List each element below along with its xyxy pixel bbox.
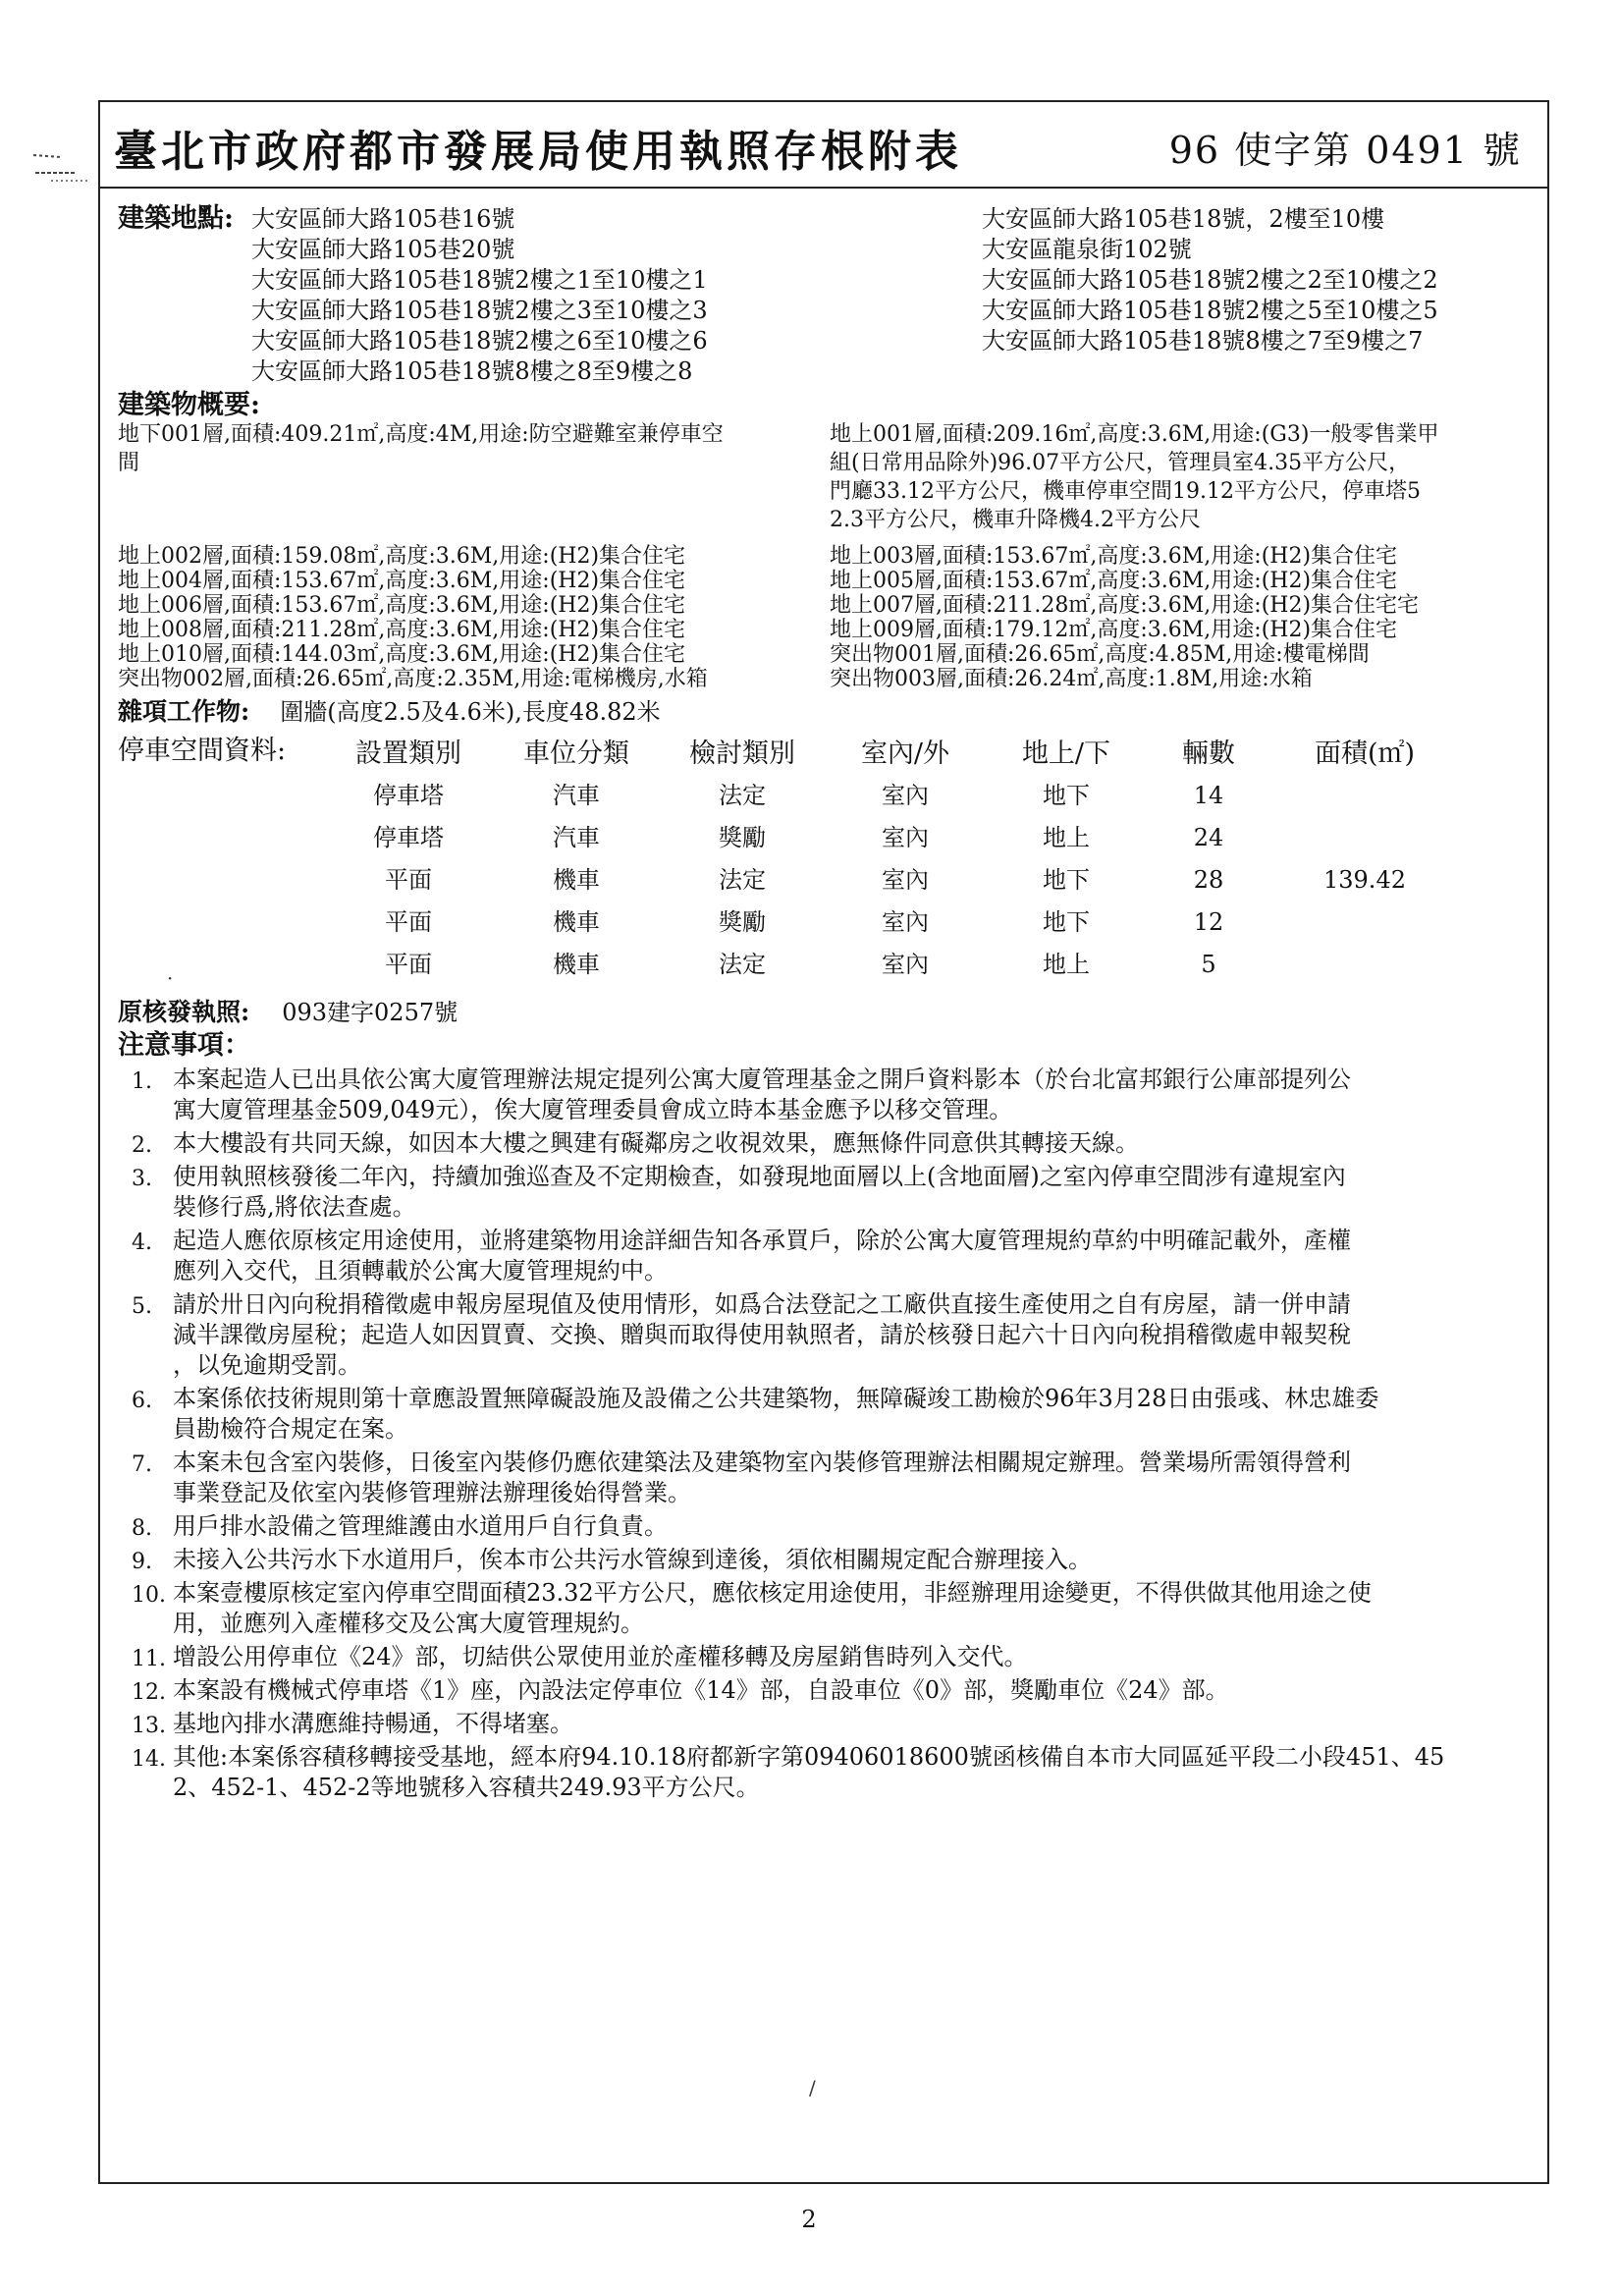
note-item (118, 1128, 1530, 1159)
note-number: 1. (132, 1069, 152, 1094)
note-number: 11. (132, 1647, 166, 1671)
note-number: 12. (132, 1680, 166, 1705)
parking-cell (1270, 901, 1459, 943)
note-line: 起造人應依原核定用途使用，並將建築物用途詳細告知各承買戶，除於公寓大廈管理規約草約中明確記載外，產權 (173, 1227, 1351, 1254)
note-line: 應列入交代，且須轉載於公寓大廈管理規約中。 (173, 1257, 668, 1285)
parking-cell: 平面 (385, 865, 432, 894)
page-number: 2 (801, 2206, 817, 2233)
note-item (118, 1675, 1530, 1706)
parking-cell: 14 (1193, 781, 1224, 809)
site-section (118, 204, 1530, 389)
note-number: 6. (132, 1389, 152, 1413)
parking-cell: 機車 (553, 865, 600, 894)
note-line: 本案起造人已出具依公寓大廈管理辦法規定提列公寓大廈管理基金之開戶資料影本（於台北富邦銀行公庫部提列公 (173, 1066, 1351, 1093)
site-address: 大安區師大路105巷18號8樓之7至9樓之7 (982, 327, 1424, 355)
parking-row (324, 774, 1459, 816)
notes-list (118, 1065, 1530, 1803)
parking-column-header: 室內/外 (860, 738, 950, 769)
floor-line: 地上008層,面積:211.28㎡,高度:3.6M,用途:(H2)集合住宅 (118, 618, 686, 642)
parking-cell: 地下 (1043, 865, 1090, 894)
scan-smudge-mark (31, 147, 110, 187)
floor-line: 地上002層,面積:159.08㎡,高度:3.6M,用途:(H2)集合住宅 (118, 544, 686, 569)
parking-cell: 地上 (1043, 823, 1090, 851)
parking-cell: 室內 (882, 907, 929, 936)
note-item (118, 1226, 1530, 1286)
note-number: 13. (132, 1714, 166, 1738)
note-line: 本案設有機械式停車塔《1》座，內設法定停車位《14》部，自設車位《0》部，獎勵車位《24》部。 (173, 1676, 1229, 1704)
note-item (118, 1642, 1530, 1672)
ground-001 (830, 420, 1438, 534)
site-address: 大安區師大路105巷18號2樓之5至10樓之5 (982, 297, 1438, 324)
parking-cell: 室內 (882, 823, 929, 851)
note-line: 基地內排水溝應維持暢通，不得堵塞。 (173, 1710, 573, 1737)
note-line: 用，並應列入產權移交及公寓大廈管理規約。 (173, 1610, 644, 1637)
floor-line: 地上006層,面積:153.67㎡,高度:3.6M,用途:(H2)集合住宅 (118, 593, 686, 618)
note-number: 5. (132, 1294, 152, 1319)
parking-cell: 地下 (1043, 781, 1090, 809)
note-line: 本案壹樓原核定室內停車空間面積23.32平方公尺，應依核定用途使用，非經辦理用途變更，不得供做其他用途之使 (173, 1579, 1372, 1607)
site-address: 大安區師大路105巷18號2樓之1至10樓之1 (251, 266, 708, 294)
floor-line: 組(日常用品除外)96.07平方公尺，管理員室4.35平方公尺， (830, 451, 1411, 475)
note-number: 2. (132, 1133, 152, 1158)
parking-table (324, 735, 1459, 985)
note-line: 請於卅日內向稅捐稽徵處申報房屋現值及使用情形，如爲合法登記之工廠供直接生產使用之自有房屋，請一併申請 (173, 1290, 1351, 1318)
parking-cell: 室內 (882, 865, 929, 894)
notes-label-row (118, 1031, 1530, 1065)
misc-works-value: 圍牆(高度2.5及4.6米),長度48.82米 (280, 698, 661, 726)
scan-mark: / (809, 2076, 816, 2100)
parking-cell: 平面 (385, 907, 432, 936)
note-item (118, 1065, 1530, 1125)
note-item (118, 1709, 1530, 1739)
note-item (118, 1448, 1530, 1508)
misc-works-label: 雜項工作物: (118, 697, 250, 726)
parking-header-row (324, 735, 1459, 774)
note-item (118, 1162, 1530, 1223)
note-line: 本案係依技術規則第十章應設置無障礙設施及設備之公共建築物，無障礙竣工勘檢於96年3月28日由張彧、林忠雄委 (173, 1385, 1379, 1412)
document-title: 臺北市政府都市發展局使用執照存根附表 (114, 127, 962, 177)
notes-label: 注意事項： (118, 1030, 250, 1061)
parking-column-header: 檢討類別 (689, 738, 795, 769)
note-line: 使用執照核發後二年內，持續加強巡查及不定期檢查，如發現地面層以上(含地面層)之室內停車空間涉有違規室內 (173, 1163, 1346, 1190)
original-permit-row (118, 998, 1530, 1031)
floor-line: 2.3平方公尺，機車升降機4.2平方公尺 (830, 508, 1201, 532)
floor-line: 地上010層,面積:144.03㎡,高度:3.6M,用途:(H2)集合住宅 (118, 642, 686, 667)
parking-column-header: 設置類別 (355, 738, 461, 769)
parking-cell: 室內 (882, 781, 929, 809)
note-line: 裝修行爲,將依法查處。 (173, 1193, 416, 1221)
note-item (118, 1384, 1530, 1445)
site-addresses-right (982, 204, 1438, 356)
parking-cell: 平面 (385, 950, 432, 978)
note-number: 10. (132, 1583, 166, 1608)
misc-works-row (118, 697, 1530, 731)
floor-line: 地上001層,面積:209.16㎡,高度:3.6M,用途:(G3)一般零售業甲 (830, 422, 1439, 447)
document-body (118, 204, 1530, 1806)
note-number: 8. (132, 1516, 152, 1541)
note-item (118, 1289, 1530, 1381)
building-label-row (118, 391, 1530, 420)
parking-column-header: 車位分類 (523, 738, 629, 769)
scan-dot: · (167, 966, 174, 990)
permit-number: 96 使字第 0491 號 (1168, 129, 1522, 172)
parking-cell: 機車 (553, 907, 600, 936)
note-line: 用戶排水設備之管理維護由水道用戶自行負責。 (173, 1512, 668, 1540)
site-address: 大安區龍泉街102號 (982, 236, 1192, 263)
parking-cell (1270, 943, 1459, 985)
parking-cell: 法定 (719, 865, 766, 894)
original-permit-label: 原核發執照: (118, 998, 250, 1026)
floor-line: 地上004層,面積:153.67㎡,高度:3.6M,用途:(H2)集合住宅 (118, 569, 686, 593)
parking-cell: 停車塔 (373, 781, 444, 809)
parking-cell: 獎勵 (719, 823, 766, 851)
parking-table-body (324, 774, 1459, 985)
document-frame (98, 100, 1549, 2184)
note-line: 員勘檢符合規定在案。 (173, 1415, 408, 1443)
note-item (118, 1511, 1530, 1542)
note-line: 減半課徵房屋稅；起造人如因買賣、交換、贈與而取得使用執照者，請於核發日起六十日內向稅捐稽徵處申報契稅 (173, 1321, 1351, 1348)
parking-cell: 獎勵 (719, 907, 766, 936)
floor-line: 突出物002層,面積:26.65㎡,高度:2.35M,用途:電梯機房,水箱 (118, 667, 708, 691)
original-permit-value: 093建字0257號 (282, 999, 458, 1026)
parking-cell (1270, 816, 1459, 858)
floor-line: 突出物003層,面積:26.24㎡,高度:1.8M,用途:水箱 (830, 667, 1313, 691)
note-line: 其他:本案係容積移轉接受基地，經本府94.10.18府都新字第09406018600號函核備自本市大同區延平段二小段451、45 (173, 1743, 1445, 1771)
site-addresses-left (251, 204, 708, 387)
building-floor-list (118, 544, 1530, 697)
note-number: 4. (132, 1230, 152, 1255)
parking-cell: 5 (1201, 950, 1216, 978)
parking-cell: 28 (1193, 865, 1224, 894)
parking-row (324, 901, 1459, 943)
parking-row (324, 858, 1459, 901)
floors-left (118, 544, 708, 691)
parking-column-header: 地上/下 (1021, 738, 1111, 769)
site-address: 大安區師大路105巷18號8樓之8至9樓之8 (251, 357, 693, 385)
site-address: 大安區師大路105巷18號，2樓至10樓 (982, 205, 1385, 233)
parking-column-header: 面積(㎡) (1314, 738, 1416, 769)
note-number: 14. (132, 1747, 166, 1772)
note-item (118, 1545, 1530, 1575)
parking-label: 停車空間資料: (118, 736, 287, 766)
site-address: 大安區師大路105巷18號2樓之3至10樓之3 (251, 297, 708, 324)
parking-cell: 停車塔 (373, 823, 444, 851)
note-number: 3. (132, 1167, 152, 1191)
floor-line: 地上009層,面積:179.12㎡,高度:3.6M,用途:(H2)集合住宅 (830, 618, 1398, 642)
note-line: 增設公用停車位《24》部，切結供公眾使用並於產權移轉及房屋銷售時列入交代。 (173, 1643, 1028, 1670)
floor-line: 地下001層,面積:409.21㎡,高度:4M,用途:防空避難室兼停車空 (118, 422, 724, 447)
floor-line: 地上005層,面積:153.67㎡,高度:3.6M,用途:(H2)集合住宅 (830, 569, 1398, 593)
note-line: 寓大廈管理基金509,049元），俟大廈管理委員會成立時本基金應予以移交管理。 (173, 1096, 1013, 1123)
note-number: 7. (132, 1452, 152, 1477)
parking-cell: 汽車 (553, 781, 600, 809)
site-address: 大安區師大路105巷18號2樓之2至10樓之2 (982, 266, 1438, 294)
parking-cell: 法定 (719, 781, 766, 809)
note-line: 本案未包含室內裝修，日後室內裝修仍應依建築法及建築物室內裝修管理辦法相關規定辦理。營業場所需領得營利 (173, 1449, 1351, 1476)
parking-cell: 室內 (882, 950, 929, 978)
note-line: ，以免逾期受罰。 (173, 1351, 361, 1379)
site-address: 大安區師大路105巷16號 (251, 205, 515, 233)
note-item (118, 1578, 1530, 1639)
site-address: 大安區師大路105巷20號 (251, 236, 515, 263)
floor-line: 地上003層,面積:153.67㎡,高度:3.6M,用途:(H2)集合住宅 (830, 544, 1398, 569)
note-line: 2、452-1、452-2等地號移入容積共249.93平方公尺。 (173, 1774, 760, 1801)
parking-column-header: 輛數 (1182, 738, 1235, 769)
note-number: 9. (132, 1550, 152, 1574)
floor-line: 間 (118, 451, 140, 475)
parking-cell: 地下 (1043, 907, 1090, 936)
floor-line: 地上007層,面積:211.28㎡,高度:3.6M,用途:(H2)集合住宅宅 (830, 593, 1420, 618)
parking-cell: 法定 (719, 950, 766, 978)
floors-right (830, 544, 1419, 691)
parking-cell: 139.42 (1323, 865, 1406, 894)
parking-cell: 汽車 (553, 823, 600, 851)
note-line: 本大樓設有共同天線，如因本大樓之興建有礙鄰房之收視效果，應無條件同意供其轉接天線。 (173, 1129, 1139, 1157)
note-line: 事業登記及依室內裝修管理辦法辦理後始得營業。 (173, 1479, 691, 1506)
floor-line: 突出物001層,面積:26.65㎡,高度:4.85M,用途:樓電梯間 (830, 642, 1370, 667)
parking-cell: 12 (1193, 907, 1224, 936)
parking-section (118, 735, 1530, 992)
parking-row (324, 816, 1459, 858)
parking-cell: 24 (1193, 823, 1224, 851)
note-line: 未接入公共污水下水道用戶，俟本市公共污水管線到達後，須依相關規定配合辦理接入。 (173, 1546, 1092, 1573)
parking-cell: 機車 (553, 950, 600, 978)
note-item (118, 1742, 1530, 1803)
parking-cell: 地上 (1043, 950, 1090, 978)
parking-row (324, 943, 1459, 985)
building-label: 建築物概要: (118, 390, 260, 420)
basement-001 (118, 420, 724, 477)
building-b001-g001 (118, 420, 1530, 538)
title-row (100, 102, 1547, 189)
site-label: 建築地點: (118, 203, 234, 234)
site-address: 大安區師大路105巷18號2樓之6至10樓之6 (251, 327, 708, 355)
parking-cell (1270, 774, 1459, 816)
floor-line: 門廳33.12平方公尺，機車停車空間19.12平方公尺，停車塔5 (830, 479, 1421, 504)
